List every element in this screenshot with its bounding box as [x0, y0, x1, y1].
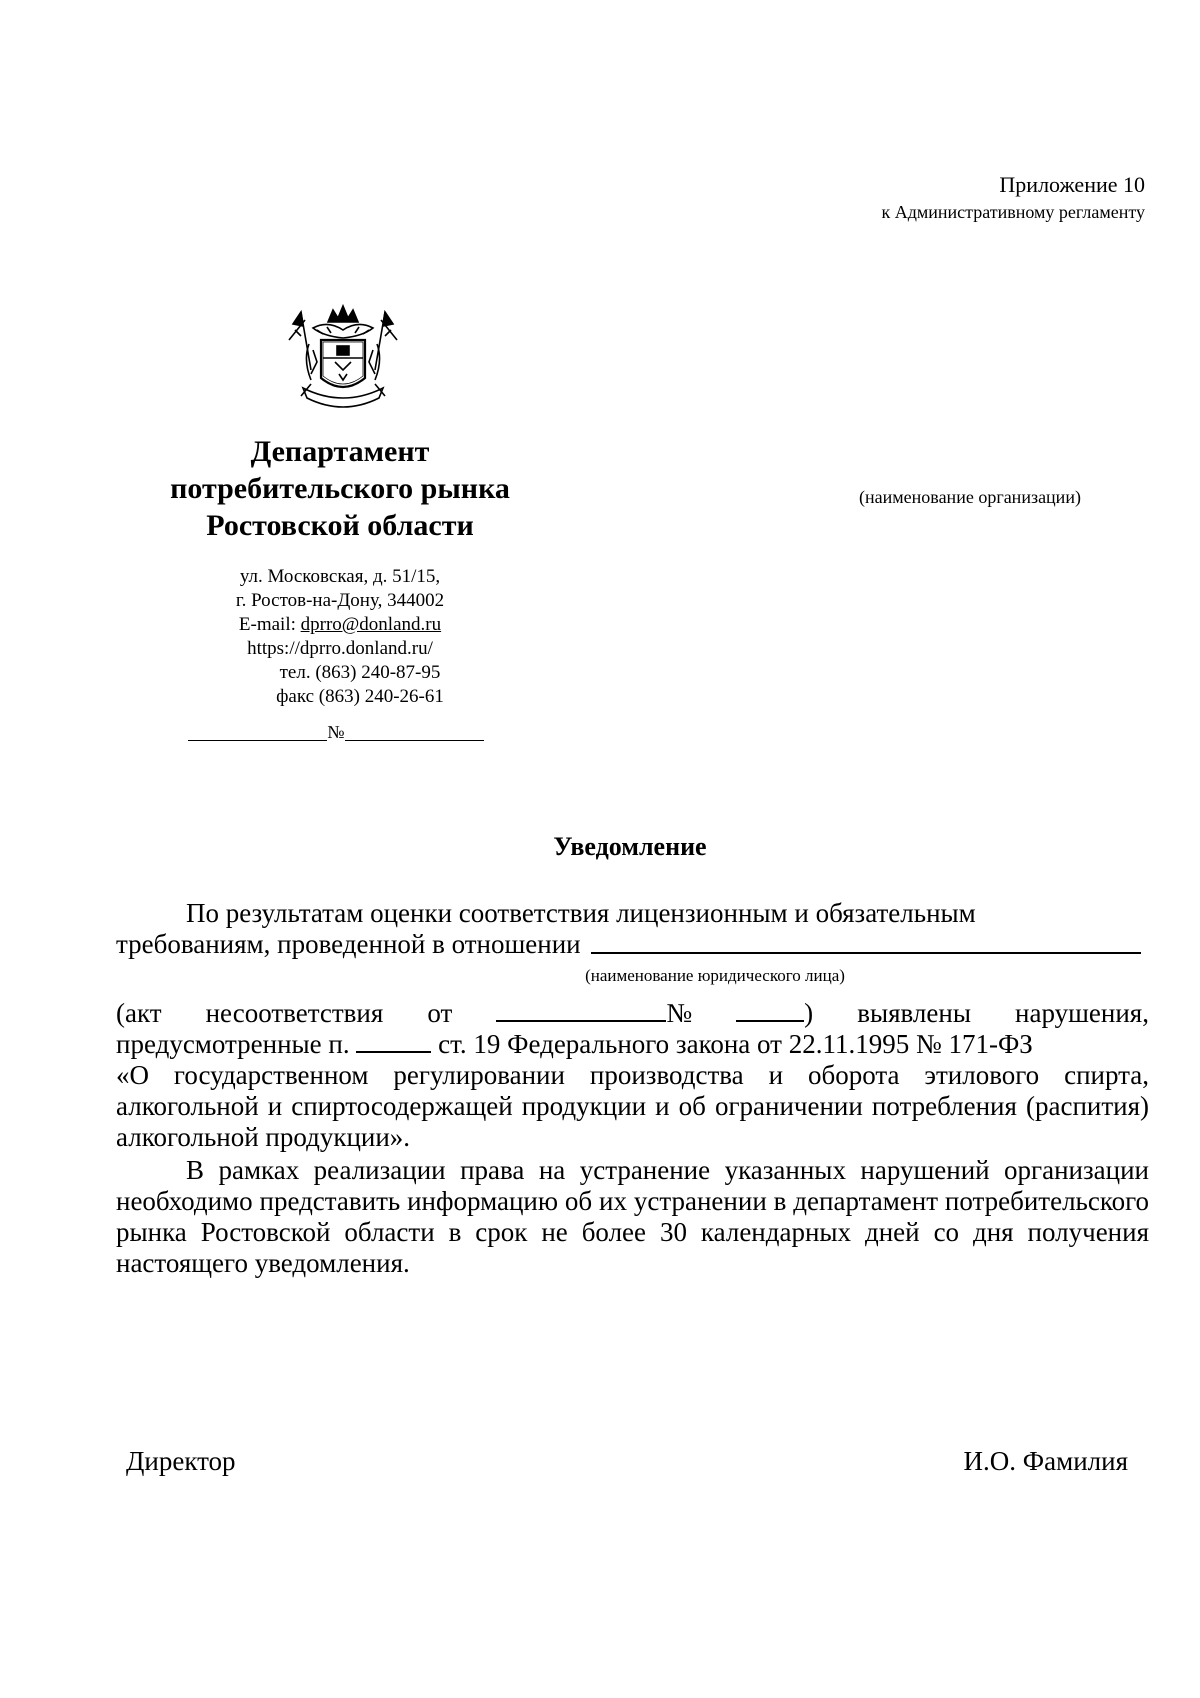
- email-line: [150, 613, 530, 637]
- signature-name: И.О. Фамилия: [963, 1446, 1128, 1476]
- email-link[interactable]: dprro@donland.ru: [300, 614, 442, 635]
- legal-entity-blank: [591, 952, 1141, 954]
- address: ул. Московская, д. 51/15,: [239, 566, 441, 587]
- phone: [150, 661, 530, 685]
- annex-header: [881, 170, 1145, 224]
- paragraph-1: [116, 898, 1149, 960]
- contacts-block: [150, 565, 530, 709]
- p2-act-number: [736, 998, 813, 1029]
- p2-act-date: [496, 998, 692, 1029]
- fax: [150, 685, 530, 709]
- department-name: [140, 433, 540, 544]
- p2-word-violations: нарушения,: [1015, 998, 1149, 1028]
- department-line-2: потребительского рынка: [170, 472, 510, 505]
- department-line-1: Департамент: [250, 435, 430, 468]
- legal-entity-hint: (наименование юридического лица): [585, 966, 845, 985]
- outgoing-number-line: [188, 722, 484, 743]
- p2-word-from: от: [427, 998, 453, 1028]
- signature-position: Директор: [126, 1446, 236, 1476]
- act-number-blank: [736, 1020, 804, 1022]
- paragraph-1-line-2: [116, 929, 1149, 960]
- fax-text: факс (863) 240-26-61: [276, 686, 444, 707]
- paragraph-2: [116, 998, 1149, 1153]
- clause-blank: [356, 1051, 431, 1053]
- act-date-blank: [496, 1020, 666, 1022]
- number-blank: [345, 739, 484, 741]
- paragraph-1-line-2-text: требованиям, проведенной в отношении: [116, 929, 581, 959]
- p2-word-noncompliance: несоответствия: [205, 998, 384, 1028]
- paragraph-3: В рамках реализации права на устранение указанных нарушений организации необходимо представить информацию об их устранении в департамент потребительского рынка Ростовской области в срок не более 30 календарных дней со дня получения настоящего уведомления.: [116, 1155, 1149, 1278]
- coat-of-arms-icon: [283, 300, 403, 420]
- paragraph-1-line-1: По результатам оценки соответствия лицензионным и обязательным: [186, 898, 976, 928]
- document-title: Уведомление: [553, 832, 707, 861]
- paragraph-2-line-2: [116, 1029, 1149, 1060]
- paragraph-2-rest: «О государственном регулировании производства и оборота этилового спирта, алкогольной и спиртосодержащей продукции и об ограничении потребления (распития) алкогольной продукции».: [116, 1060, 1149, 1152]
- city: г. Ростов-на-Дону, 344002: [235, 590, 445, 611]
- organization-placeholder: (наименование организации): [859, 487, 1081, 507]
- email-label: E-mail:: [238, 614, 301, 635]
- p2-close-paren: ): [804, 998, 814, 1028]
- number-sign: №: [327, 722, 345, 742]
- p2-number-sign: №: [666, 998, 693, 1028]
- website: https://dprro.donland.ru/: [247, 638, 433, 659]
- p2-word-revealed: выявлены: [857, 998, 971, 1028]
- annex-title: Приложение 10: [999, 172, 1145, 197]
- p2-word-act: (акт: [116, 998, 162, 1028]
- annex-subtitle: к Административному регламенту: [881, 202, 1145, 222]
- department-line-3: Ростовской области: [206, 509, 474, 542]
- p2-law-ref: ст. 19 Федерального закона от 22.11.1995 № 171-ФЗ: [438, 1029, 1033, 1059]
- paragraph-2-line-1: [116, 998, 1149, 1029]
- phone-text: тел. (863) 240-87-95: [279, 662, 441, 683]
- p2-provided-by: предусмотренные п.: [116, 1029, 350, 1059]
- date-blank: [188, 739, 327, 741]
